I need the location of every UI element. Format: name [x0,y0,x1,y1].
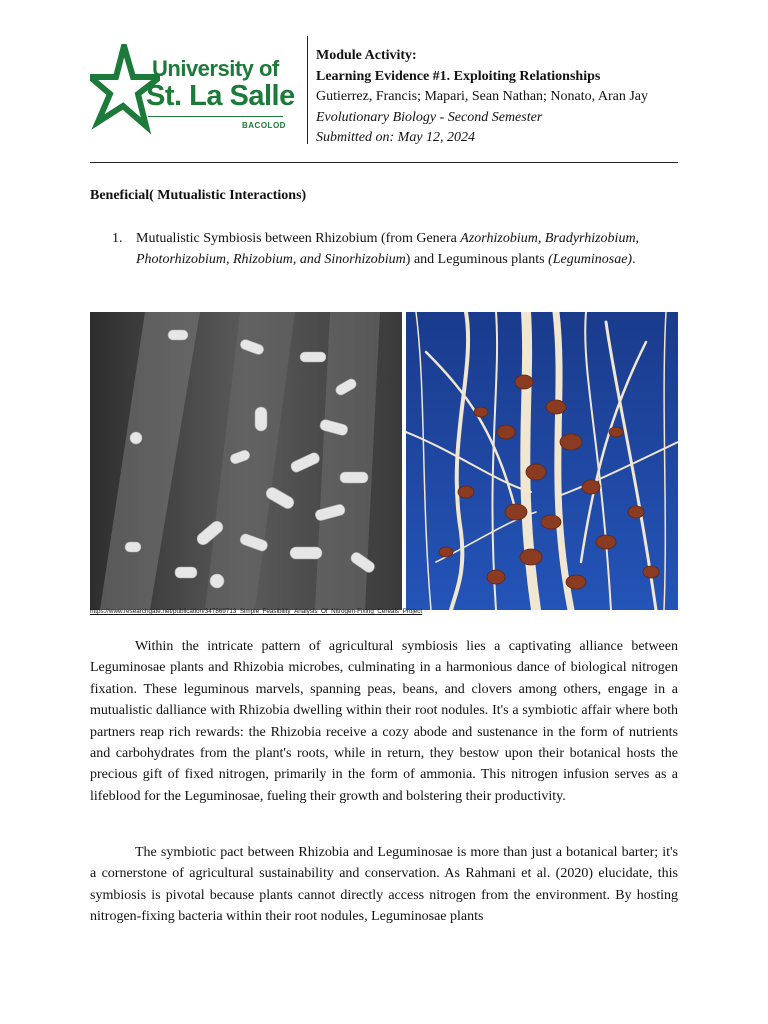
section-heading: Beneficial( Mutualistic Interactions) [90,188,307,203]
list-text [136,228,666,270]
header-rule [90,162,678,163]
figure-source-link[interactable]: https://www.researchgate.net/publication/347869713_Simple_Feasibility_Analysis_Of_Nitrogen-Fixing_Cereals_Project [90,608,423,615]
document-title: Learning Evidence #1. Exploiting Relationships [316,68,601,84]
list-text-b: ) and Leguminous plants [405,252,549,267]
logo-campus: BACOLOD [242,121,286,130]
header-divider [307,36,308,144]
logo-rule [148,116,283,117]
list-genera: Azorhizobium, Bradyrhizobium, Photorhizobium, Rhizobium, and Sinorhizobium [136,231,640,267]
list-text-c: . [632,252,636,267]
rhizobia-micrograph-image [90,312,402,610]
list-number: 1. [112,231,123,246]
list-text-a: Mutualistic Symbiosis between Rhizobium (from Genera [136,231,461,246]
logo-line1: University of [152,56,279,81]
figure [90,312,678,612]
activity-label: Module Activity: [316,48,417,63]
university-logo [90,44,295,134]
body-paragraph-2: The symbiotic pact between Rhizobia and Leguminosae is more than just a botanical barter; it's a cornerstone of agricultural sustainability and conservation. As Rahmani et al. (2020) elucidate, this symbiosis is pivotal because plants cannot directly access nitrogen from the environment. By hosting nitrogen-fixing bacteria within their root nodules, Leguminosae plants [90,845,678,925]
submission-date: Submitted on: May 12, 2024 [316,130,476,145]
header-meta [316,46,648,149]
body-paragraph-1: Within the intricate pattern of agricultural symbiosis lies a captivating alliance between Leguminosae plants and Rhizobia microbes, culminating in a harmonious dance of biological nitrogen fixation. These leguminous marvels, spanning peas, beans, and clovers among others, engage in a mutualistic dalliance with Rhizobia dwelling within their root nodules. It's a symbiotic affair where both partners reap rich rewards: the Rhizobia receive a cozy abode and sustenance in the form of nutrients and carbohydrates from the plant's roots, while in return, they bestow upon their botanical hosts the precious gift of fixed nitrogen, primarily in the form of ammonia. This nitrogen infusion serves as a lifeblood for the Leguminosae, fueling their growth and bolstering their productivity. [90,639,678,804]
root-nodules-image [406,312,678,610]
document-header [90,36,678,148]
course: Evolutionary Biology - Second Semester [316,109,543,125]
logo-line2: St. La Salle [146,80,295,112]
authors: Gutierrez, Francis; Mapari, Sean Nathan; Nonato, Aran Jay [316,89,649,104]
list-family: (Leguminosae) [548,252,633,267]
